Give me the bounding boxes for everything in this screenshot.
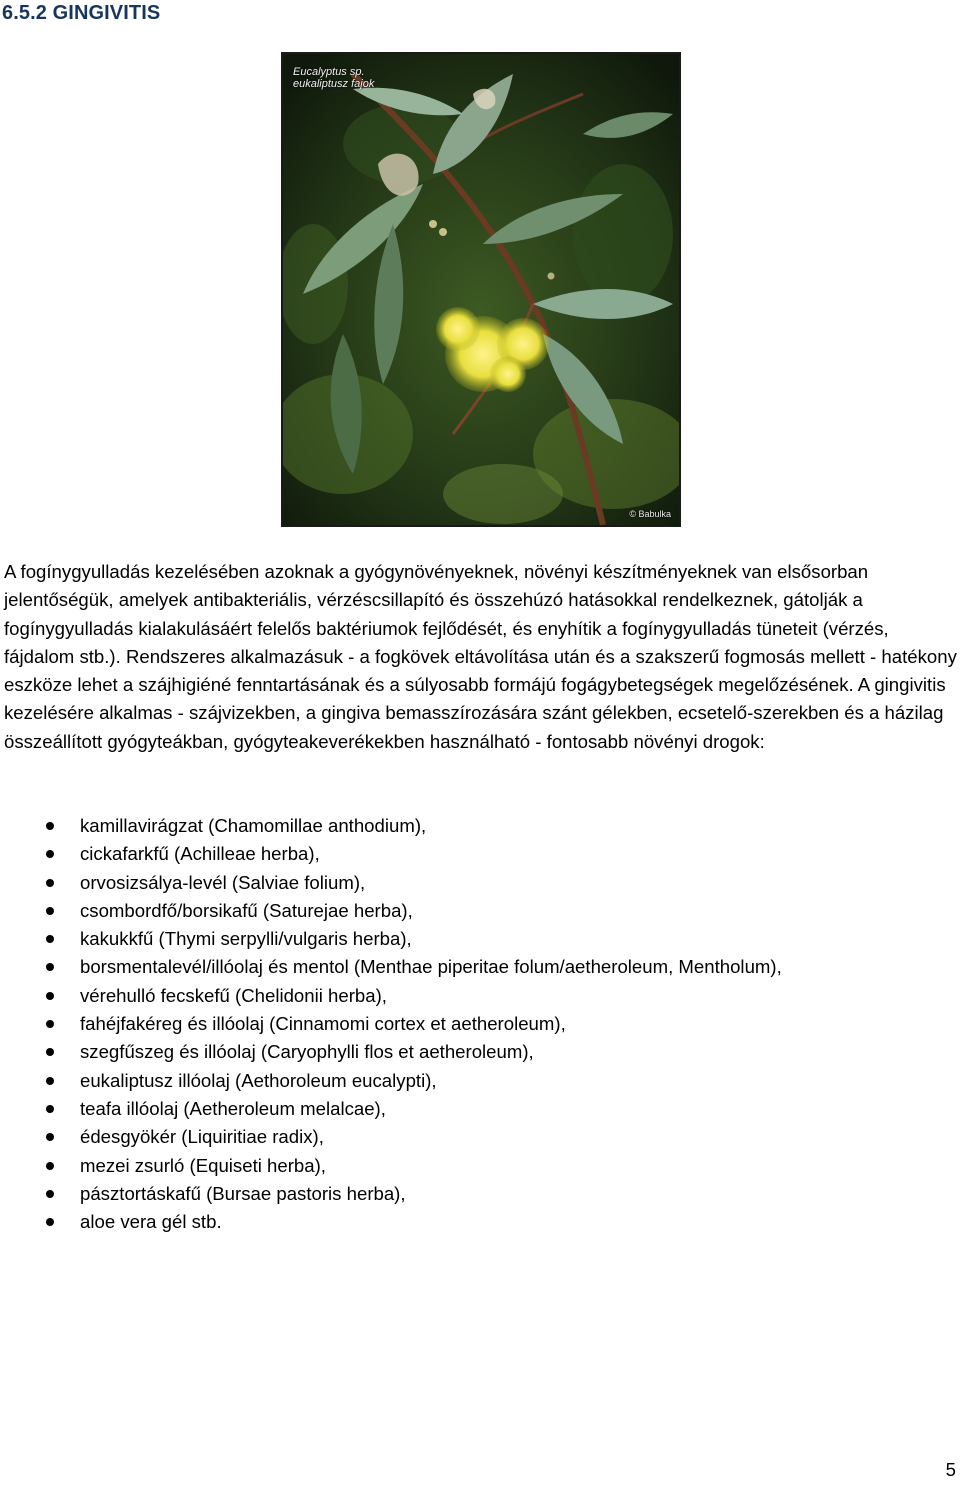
bullet-icon bbox=[46, 850, 54, 858]
bullet-icon bbox=[46, 1133, 54, 1141]
list-item bbox=[0, 982, 960, 1010]
body-paragraph: A fogínygyulladás kezelésében azoknak a gyógynövényeknek, növényi készítményeknek van elsősorban jelentőségük, amelyek antibakteriális, vérzéscsillapító és összehúzó hatásokkal rendelkeznek, gátolják a fogínygyulladás kialakulásáért felelős baktériumok fejlődését, és enyhítik a fogínygyulladás tüneteit (vérzés, fájdalom stb.). Rendszeres alkalmazásuk - a fogkövek eltávolítása után és a szakszerű fogmosás mellett - hatékony eszköze lehet a szájhigiéné fenntartásának és a súlyosabb formájú fogágybetegségek megelőzésének. A gingivitis kezelésére alkalmas - szájvizekben, a gingiva bemasszírozására szánt gélekben, ecsetelő-szerekben és a házilag összeállított gyógyteákban, gyógyteakeverékekben használható - fontosabb növényi drogok: bbox=[4, 561, 957, 752]
list-item-text: aloe vera gél stb. bbox=[80, 1211, 222, 1233]
list-item bbox=[0, 953, 960, 981]
list-item bbox=[0, 1180, 960, 1208]
list-item-text: édesgyökér (Liquiritiae radix), bbox=[80, 1126, 324, 1148]
bullet-icon bbox=[46, 1190, 54, 1198]
photo-caption-species: Eucalyptus sp. bbox=[293, 66, 365, 78]
list-item bbox=[0, 1208, 960, 1236]
page-number: 5 bbox=[945, 1459, 956, 1480]
list-item bbox=[0, 1038, 960, 1066]
photo-credit: © Babulka bbox=[629, 509, 671, 519]
bullet-icon bbox=[46, 1020, 54, 1028]
list-item-text: mezei zsurló (Equiseti herba), bbox=[80, 1154, 326, 1176]
list-item bbox=[0, 1123, 960, 1151]
list-item bbox=[0, 897, 960, 925]
bullet-icon bbox=[46, 879, 54, 887]
bullet-icon bbox=[46, 1162, 54, 1170]
list-item bbox=[0, 1010, 960, 1038]
list-item-text: vérehulló fecskefű (Chelidonii herba), bbox=[80, 984, 387, 1006]
bullet-icon bbox=[46, 1105, 54, 1113]
list-item-text: pásztortáskafű (Bursae pastoris herba), bbox=[80, 1182, 406, 1204]
bullet-icon bbox=[46, 963, 54, 971]
list-item-text: teafa illóolaj (Aetheroleum melalcae), bbox=[80, 1097, 386, 1119]
bullet-icon bbox=[46, 1218, 54, 1226]
list-item bbox=[0, 1095, 960, 1123]
photo-caption bbox=[293, 66, 374, 90]
list-item-text: cickafarkfű (Achilleae herba), bbox=[80, 843, 320, 865]
list-item-text: borsmentalevél/illóolaj és mentol (Menthae piperitae folum/aetheroleum, Mentholum), bbox=[80, 956, 782, 978]
list-item-text: kakukkfű (Thymi serpylli/vulgaris herba), bbox=[80, 928, 412, 950]
bullet-icon bbox=[46, 992, 54, 1000]
photo-caption-common-name: eukaliptusz fajok bbox=[293, 78, 375, 90]
herbal-drug-list bbox=[0, 812, 960, 1236]
bullet-icon bbox=[46, 822, 54, 830]
list-item bbox=[0, 840, 960, 868]
list-item bbox=[0, 1067, 960, 1095]
bullet-icon bbox=[46, 907, 54, 915]
list-item-text: orvosizsálya-levél (Salviae folium), bbox=[80, 871, 366, 893]
list-item-text: eukaliptusz illóolaj (Aethoroleum eucalypti), bbox=[80, 1069, 437, 1091]
bullet-icon bbox=[46, 935, 54, 943]
bullet-icon bbox=[46, 1077, 54, 1085]
list-item bbox=[0, 1152, 960, 1180]
eucalyptus-photo bbox=[281, 52, 681, 527]
list-item bbox=[0, 925, 960, 953]
section-heading: 6.5.2 GINGIVITIS bbox=[2, 2, 161, 24]
eucalyptus-photo-drawing bbox=[283, 54, 679, 525]
list-item-text: kamillavirágzat (Chamomillae anthodium), bbox=[80, 815, 427, 836]
list-item bbox=[0, 812, 960, 840]
list-item-text: csombordfő/borsikafű (Saturejae herba), bbox=[80, 899, 413, 921]
list-item-text: fahéjfakéreg és illóolaj (Cinnamomi cortex et aetheroleum), bbox=[80, 1013, 566, 1035]
bullet-icon bbox=[46, 1048, 54, 1056]
list-item-text: szegfűszeg és illóolaj (Caryophylli flos et aetheroleum), bbox=[80, 1041, 534, 1063]
list-item bbox=[0, 869, 960, 897]
